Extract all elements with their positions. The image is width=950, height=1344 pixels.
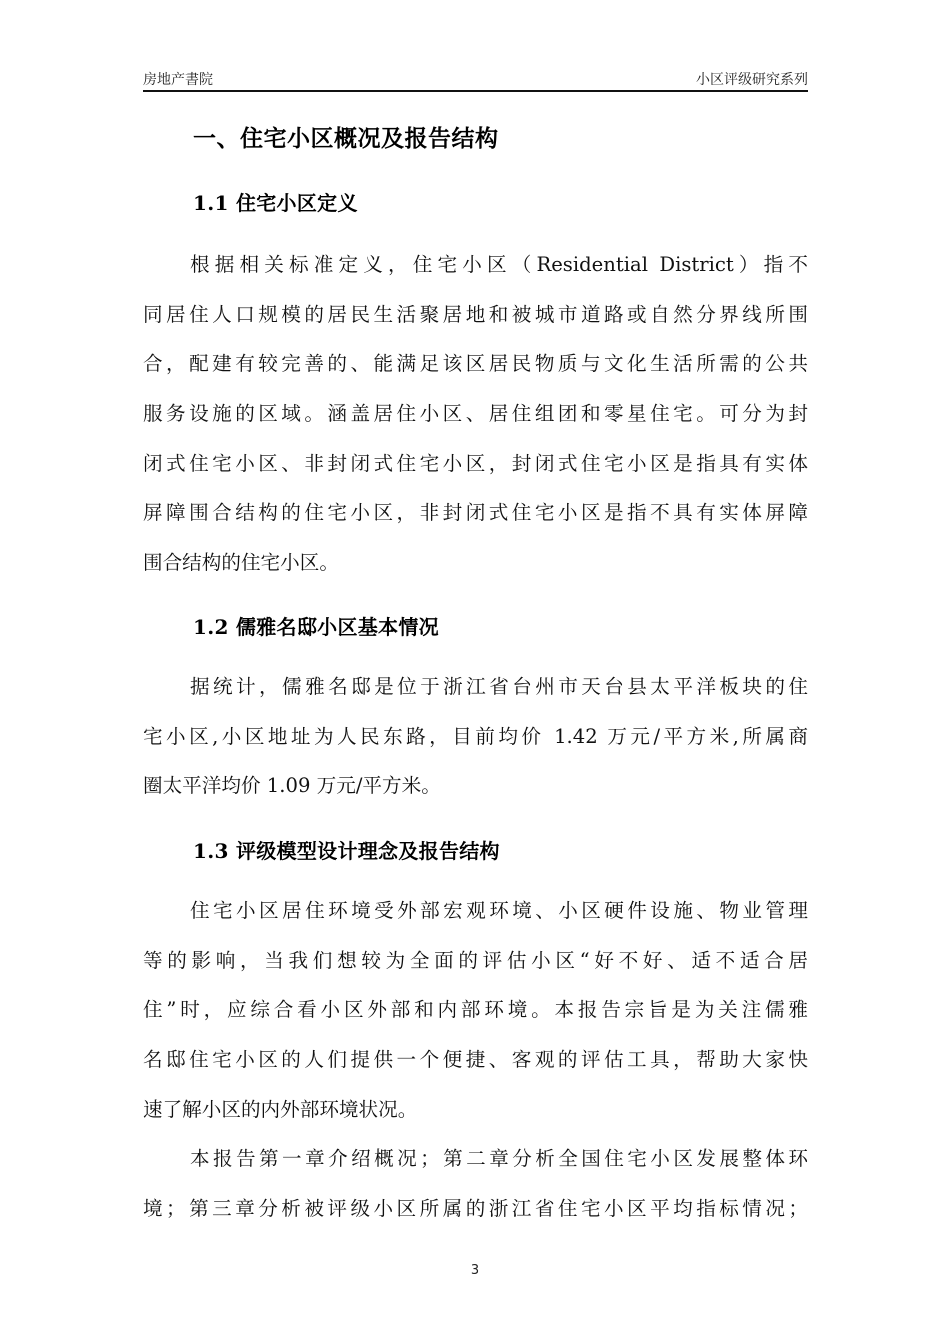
page-number: 3 <box>470 1263 480 1278</box>
text-line: 境；第三章分析被评级小区所属的浙江省住宅小区平均指标情况； <box>143 1196 808 1220</box>
text-line: 名邸住宅小区的人们提供一个便捷、客观的评估工具，帮助大家快 <box>143 1048 808 1072</box>
page-header <box>143 66 808 88</box>
text-line: 屏障围合结构的住宅小区，非封闭式住宅小区是指不具有实体屏障 <box>143 501 808 525</box>
text-line: 同居住人口规模的居民生活聚居地和被城市道路或自然分界线所围 <box>143 302 808 326</box>
text-line: 据统计，儒雅名邸是位于浙江省台州市天台县太平洋板块的住 <box>190 675 808 698</box>
text-line: 宅小区,小区地址为人民东路，目前均价 1.42 万元/平方米,所属商 <box>143 724 808 748</box>
text-line: 等的影响，当我们想较为全面的评估小区“好不好、适不适合居 <box>143 948 808 972</box>
text-line: 根据相关标准定义，住宅小区（Residential District）指不 <box>190 253 808 276</box>
section-1-3-paragraph-1 <box>143 886 808 1134</box>
section-1-1-paragraph <box>143 240 808 588</box>
text-line: 围合结构的住宅小区。 <box>143 551 339 575</box>
chapter-title: 一、住宅小区概况及报告结构 <box>193 125 499 152</box>
header-publisher: 房地产書院 <box>143 72 213 88</box>
text-line: 合，配建有较完善的、能满足该区居民物质与文化生活所需的公共 <box>143 352 808 376</box>
text-line: 住宅小区居住环境受外部宏观环境、小区硬件设施、物业管理 <box>190 899 808 922</box>
header-series: 小区评级研究系列 <box>696 72 808 88</box>
section-title-1-3: 1.3 评级模型设计理念及报告结构 <box>193 839 500 863</box>
text-line: 圈太平洋均价 1.09 万元/平方米。 <box>143 774 441 798</box>
section-title-1-1: 1.1 住宅小区定义 <box>193 191 358 215</box>
text-line: 服务设施的区域。涵盖居住小区、居住组团和零星住宅。可分为封 <box>143 402 808 426</box>
text-line: 住”时，应综合看小区外部和内部环境。本报告宗旨是为关注儒雅 <box>143 998 808 1022</box>
text-line: 闭式住宅小区、非封闭式住宅小区，封闭式住宅小区是指具有实体 <box>143 451 808 475</box>
section-title-1-2: 1.2 儒雅名邸小区基本情况 <box>193 615 439 639</box>
section-1-3-paragraph-2 <box>143 1134 808 1233</box>
text-line: 速了解小区的内外部环境状况。 <box>143 1097 418 1121</box>
header-divider <box>143 90 808 92</box>
section-1-2-paragraph <box>143 662 808 811</box>
text-line: 本报告第一章介绍概况；第二章分析全国住宅小区发展整体环 <box>190 1147 808 1170</box>
